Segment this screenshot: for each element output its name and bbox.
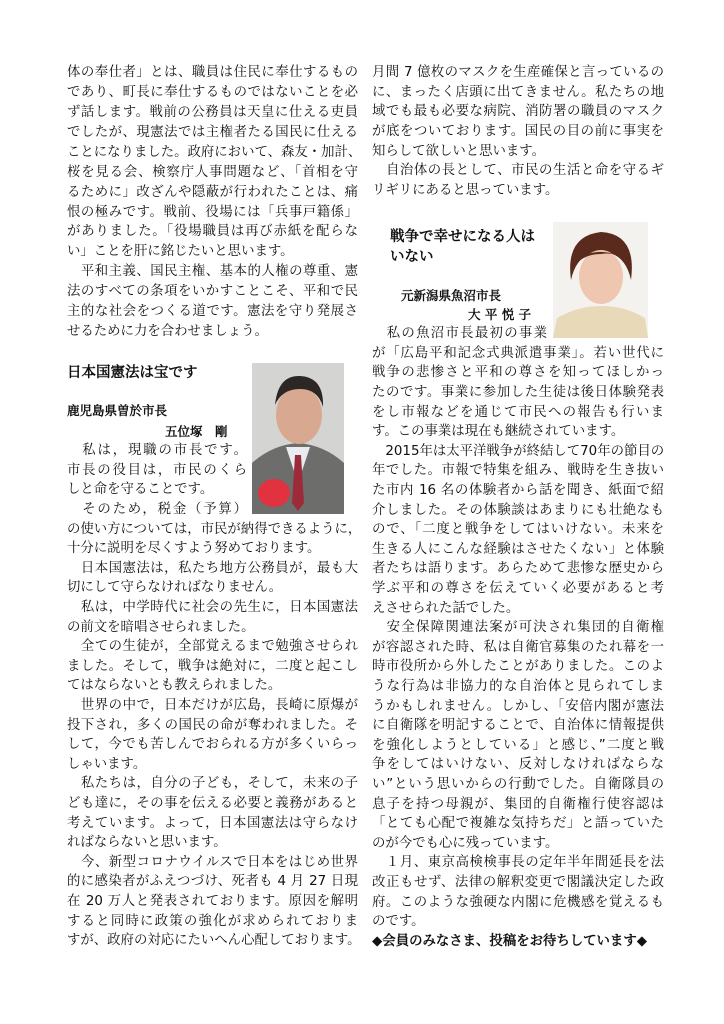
text-line: がありました。「役場職員は再び赤紙を配らな xyxy=(67,224,358,240)
text-line: い」ことを肝に銘じたいと思います。 xyxy=(67,244,294,260)
text-line: えさせられた話でした。 xyxy=(372,600,520,616)
text-line: をし市報などを通じて市民への報告も行いま xyxy=(372,404,664,420)
text-line: 月間 7 億枚のマスクを生産確保と言っているの xyxy=(372,65,664,81)
text-line: 戦争の悲惨さと平和の尊さを知ってほしかっ xyxy=(372,365,664,381)
text-line: すると同時に政策の強化が求められておりま xyxy=(67,913,358,929)
text-line: 桜を見る会、検察庁人事問題など、「首相を守 xyxy=(67,164,358,180)
author-name-right: 大 平 悦 子 xyxy=(468,307,532,322)
text-line: 体の奉仕者」とは、職員は住民に奉仕するもの xyxy=(67,65,358,81)
text-line: 世界の中で，日本だけが広島，長崎に原爆が xyxy=(67,698,358,713)
text-line: 知らして欲しいと思います。 xyxy=(372,143,546,159)
text-line: 法のすべての条項をいかすことこそ、平和で民 xyxy=(67,284,358,300)
text-line: でしたが、現憲法では主権者たる国民に仕える xyxy=(67,124,358,140)
text-line: 恨の極みです。戦前、役場には「兵事戸籍係」 xyxy=(67,204,358,220)
text-line: たのです。事業に参加した生徒は後日体験発表 xyxy=(372,385,664,400)
author-title-left: 鹿児島県曽於市長 xyxy=(67,403,168,418)
text-line: 主的な社会をつくる道です。憲法を守り発展さ xyxy=(67,304,358,319)
text-line: 介しました。その体験談はあまりにも壮絶なも xyxy=(372,502,664,518)
portrait-woman-image xyxy=(553,222,648,338)
text-line: い”という思いからの行動でした。自衛隊員の xyxy=(372,777,664,792)
text-line: しゃいます。 xyxy=(67,756,147,772)
portrait-man-image xyxy=(252,363,344,514)
text-line: 考えています。よって，日本国憲法は守らなけ xyxy=(67,815,358,831)
text-line: 府。このような強硬な内閣に危機感を覚えるも xyxy=(372,894,664,910)
text-line: しと命を守ることです。 xyxy=(67,482,214,498)
text-line: が「広島平和記念式典派遣事業」。若い世代に xyxy=(372,345,664,361)
text-line: 私は，中学時代に社会の先生に，日本国憲法 xyxy=(67,600,358,615)
text-line: のです。 xyxy=(372,914,425,930)
text-line: が容認された時、私は自衛官募集のたれ幕を一 xyxy=(372,639,664,655)
text-line: のが今でも心に残っています。 xyxy=(372,835,559,851)
text-line: ので、「二度と戦争をしてはいけない。未来を xyxy=(372,522,664,538)
text-line: 投下され，多くの国民の命が奪われました。そ xyxy=(67,717,358,733)
text-line: １月、東京高検検事長の定年半年間延長を法 xyxy=(372,855,664,871)
text-line: 私の魚沼市長最初の事業 xyxy=(372,326,547,342)
text-line: 学ぶ平和の尊さを伝えていく必要があると考 xyxy=(372,581,664,596)
article-title-line-2: いない xyxy=(390,249,434,265)
text-line: 今、新型コロナウイルスで日本をはじめ世界 xyxy=(67,854,358,870)
author-title-right: 元新潟県魚沼市長 xyxy=(401,288,502,303)
text-line: 年でした。市報で特集を組み、戦時を生き抜い xyxy=(372,463,664,479)
text-line: 争をしてはいけない、反対しなければならな xyxy=(372,757,664,773)
text-line: 生きる人にこんな経験はさせたくない」と体験 xyxy=(372,541,664,557)
text-line: を強化しようとしている」と感じ、”二度と戦 xyxy=(372,737,664,753)
text-line: に自衛隊を明記することで、自治体に情報提供 xyxy=(372,718,664,734)
text-line: 改正もせず、法律の解釈変更で閣議決定した政 xyxy=(372,875,664,890)
text-line: てはならないとも教えられました。 xyxy=(67,678,282,694)
text-line: 自治体の長として、市民の生活と命を守るギ xyxy=(372,163,664,179)
text-line: 域でも最も必要な病院、消防署の職員のマスク xyxy=(372,104,664,120)
text-line: るために」改ざんや隠蔽が行われたことは、痛 xyxy=(67,184,358,200)
text-line: ました。そして，戦争は絶対に，二度と起こし xyxy=(67,658,358,674)
text-line: が底をついております。国民の目の前に事実を xyxy=(372,124,664,139)
text-line: であり、町長に奉仕するものではないことを必 xyxy=(67,85,358,101)
author-name-left: 五位塚 剛 xyxy=(165,424,228,439)
text-line: 切にして守らなければなりません。 xyxy=(67,580,283,596)
text-line: 者たちは語ります。あらためて悲惨な歴史から xyxy=(372,561,664,577)
text-line: ず話します。戦前の公務員は天皇に仕える吏員 xyxy=(67,105,358,120)
author-photo-right xyxy=(553,222,648,338)
text-line: 十分に説明を尽くすよう努めております。 xyxy=(67,541,321,557)
text-line: 2015年は太平洋戦争が終結して70年の節目の xyxy=(372,443,665,459)
text-line: に、まったく店頭に出てきません。私たちの地 xyxy=(372,84,664,100)
text-line: 日本国憲法は，私たち地方公務員が，最も大 xyxy=(67,560,358,576)
text-line: 私は，現職の市長です。 xyxy=(67,443,247,459)
text-line: 時市役所から外したことがありました。このよ xyxy=(372,659,664,675)
text-line: ども達に，その事を伝える必要と義務があると xyxy=(67,796,358,811)
text-line: すが、政府の対応にたいへん心配しております。 xyxy=(67,933,361,949)
text-line: せるために力を合わせましょう。 xyxy=(67,323,268,339)
text-line: 全ての生徒が，全部覚えるまで勉強させられ xyxy=(67,639,358,655)
text-line: す。この事業は現在も継続されています。 xyxy=(372,424,625,440)
author-photo-left xyxy=(252,363,344,514)
text-line: して，今でも苦しんでおられる方が多くいらっ xyxy=(67,737,358,753)
text-line: 「とても心配で複雑な気持ちだ」と語っていた xyxy=(372,816,664,832)
text-line: の前文を暗唱させられました。 xyxy=(67,619,255,635)
text-line: 在 20 万人と発表されております。原因を解明 xyxy=(67,894,358,909)
text-line: リギリにあると思っています。 xyxy=(372,182,559,198)
text-line: うな行為は非協力的な自治体と見られてしま xyxy=(372,679,664,694)
text-line: 市長の役目は，市民のくら xyxy=(67,462,247,478)
article-title-constitution-treasure: 日本国憲法は宝です xyxy=(67,365,198,381)
text-line: の使い方については，市民が納得できるように， xyxy=(67,521,362,537)
text-line: 平和主義、国民主権、基本的人権の尊重、憲 xyxy=(67,264,358,280)
text-line: 私たちは，自分の子ども，そして，未来の子 xyxy=(67,776,358,792)
text-line: うかもしれません。しかし、「安倍内閣が憲法 xyxy=(372,698,664,714)
text-line: 息子を持つ母親が、集団的自衛権行使容認は xyxy=(372,796,664,812)
article-title-line-1: 戦争で幸せになる人は xyxy=(390,229,535,245)
text-line: ればならないと思います。 xyxy=(67,835,227,851)
text-line: そのため，税金（予算） xyxy=(67,502,247,517)
text-line: ことになりました。政府において、森友・加計、 xyxy=(67,144,362,160)
footer-call-for-submissions: ◆会員のみなさま、投稿をお待ちしています◆ xyxy=(372,934,648,949)
text-line: 安全保障関連法案が可決され集団的自衛権 xyxy=(372,620,664,636)
text-line: 的に感染者がふえつづけ、死者も 4 月 27 日現 xyxy=(67,874,358,890)
text-line: た市内 16 名の体験者から話を聞き、紙面で紹 xyxy=(372,483,664,498)
